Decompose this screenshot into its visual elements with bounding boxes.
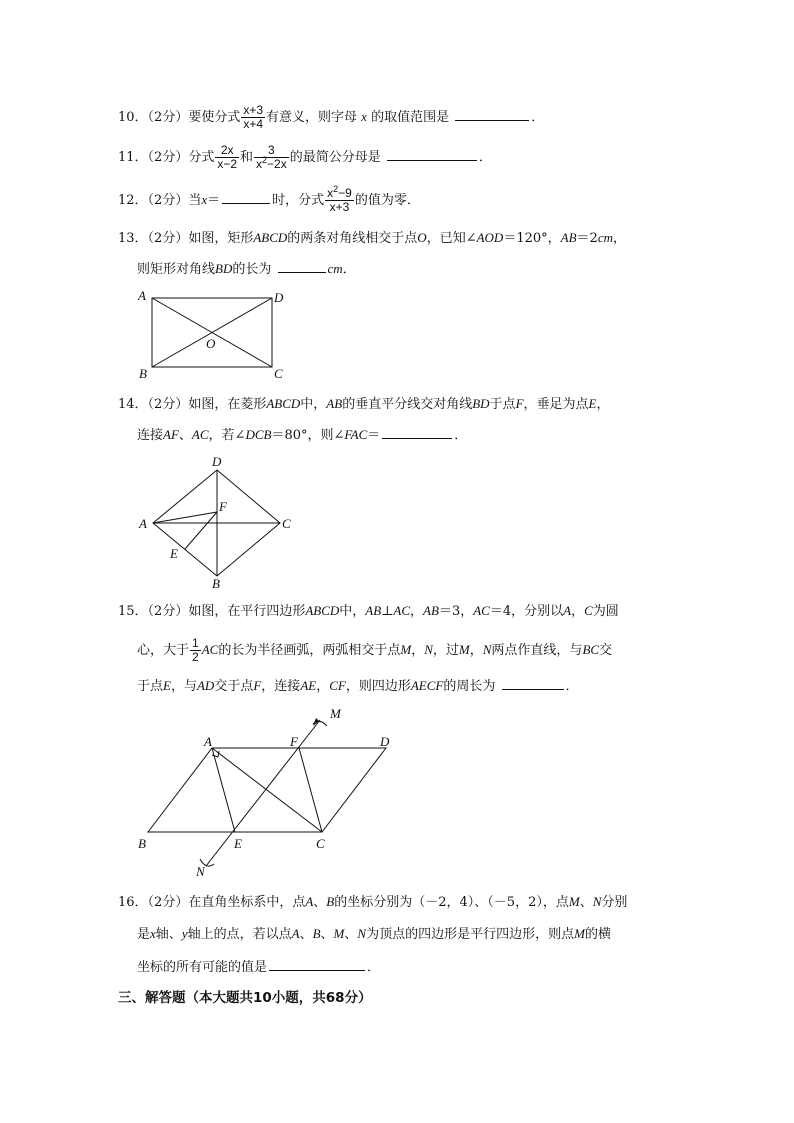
fraction: $\frac{x^2-9}{x+3}$ (327, 184, 352, 214)
label-e: E (170, 546, 178, 561)
question-14-line-2: 连接AF、AC，若∠DCB＝80°，则∠FAC＝ ． (137, 424, 467, 446)
question-16-line-1: 16．（2分）在直角坐标系中，点A、B的坐标分别为（－2，4）、（－5，2），点M、N分别 (118, 894, 628, 910)
label-n: N (196, 864, 205, 879)
question-12: 12．（2分）当x＝ 时，分式 $\frac{x^2-9}{x+3}$ 的值为零． (118, 184, 420, 214)
label-a: A (139, 516, 147, 531)
label-b: B (138, 836, 146, 851)
rhombus-figure (130, 454, 310, 592)
question-15-line-3: 于点E，与AD交于点F，连接AE，CF，则四边形AECF的周长为 ． (137, 675, 579, 697)
answer-blank[interactable] (269, 956, 365, 971)
rectangle-figure (130, 286, 300, 384)
label-a: A (204, 734, 212, 749)
fraction-1: $\frac{2x}{x-2}$ (217, 143, 238, 171)
label-c: C (274, 366, 283, 381)
label-b: B (212, 576, 220, 591)
question-16-line-3: 坐标的所有可能的值是 ． (137, 956, 380, 978)
label-o: O (206, 336, 216, 351)
fraction: $\frac{x+3}{x+4}$ (243, 103, 264, 131)
label-b: B (139, 366, 147, 381)
label-d: D (380, 734, 390, 749)
question-15-line-1: 15．（2分）如图，在平行四边形ABCD中，AB⊥AC，AB＝3，AC＝4，分别以A，C为圆 (118, 603, 619, 619)
line-mn (206, 720, 320, 866)
question-13-line-2: 则矩形对角线BD的长为 cm． (137, 258, 356, 280)
segment-cf (299, 748, 322, 832)
label-e: E (234, 836, 242, 851)
label-f: F (290, 734, 298, 749)
fraction-2: $\frac{3}{x^2-2x}$ (256, 143, 287, 171)
fraction-half: $\frac{1}{2}$ (192, 636, 199, 664)
question-11: 11．（2分）分式 $\frac{2x}{x-2}$ 和 $\frac{3}{x^2-2x}$ 的最简公分母是 ． (118, 143, 492, 171)
question-15-line-2: 心，大于 $\frac{1}{2}$ AC的长为半径画弧，两弧相交于点M，N，过M，N两点作直线，与BC交 (137, 636, 613, 664)
question-16-line-2: 是x轴、y轴上的点，若以点A、B、M、N为顶点的四边形是平行四边形，则点M的横 (137, 926, 611, 942)
section-heading: 三、解答题（本大题共10小题，共68分） (118, 990, 372, 1006)
parallelogram-figure (130, 700, 410, 882)
answer-blank[interactable] (222, 189, 270, 204)
answer-blank[interactable] (278, 258, 326, 273)
question-10: 10．（2分）要使分式 $\frac{x+3}{x+4}$ 有意义，则字母 x 的取值范围是 ． (118, 103, 545, 131)
answer-blank[interactable] (455, 106, 529, 121)
label-c: C (316, 836, 325, 851)
question-13-line-1: 13．（2分）如图，矩形ABCD的两条对角线相交于点O，已知∠AOD＝120°，AB＝2cm， (118, 230, 626, 246)
label-d: D (212, 454, 222, 469)
label-f: F (219, 499, 227, 514)
label-c: C (282, 516, 291, 531)
perpendicular-fe (185, 512, 217, 549)
segment-ae (212, 748, 235, 832)
answer-blank[interactable] (502, 675, 564, 690)
label-m: M (330, 706, 341, 721)
diagonal-ac (212, 748, 322, 832)
question-14-line-1: 14．（2分）如图，在菱形ABCD中，AB的垂直平分线交对角线BD于点F，垂足为点E， (118, 396, 610, 412)
answer-blank[interactable] (382, 424, 452, 439)
segment-af (153, 512, 217, 523)
label-a: A (138, 288, 146, 303)
answer-blank[interactable] (387, 146, 477, 161)
label-d: D (274, 290, 284, 305)
